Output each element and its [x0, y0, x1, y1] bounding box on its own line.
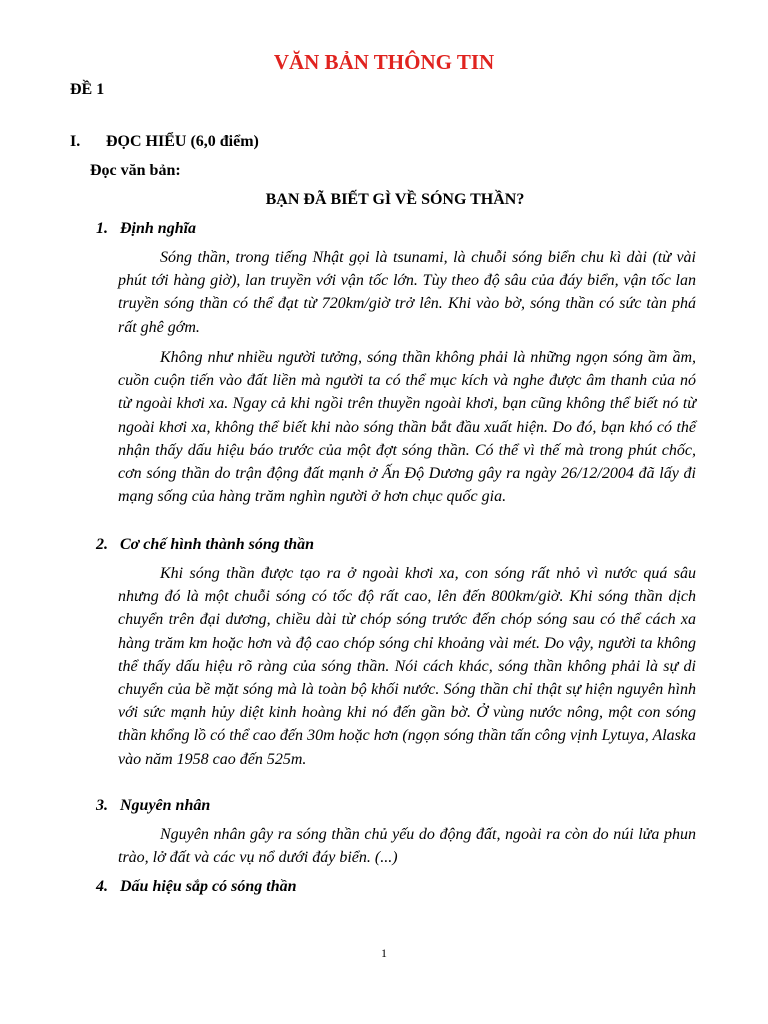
subsection-title: Cơ chế hình thành sóng thần [120, 536, 315, 553]
subsection-title: Dấu hiệu sắp có sóng thần [120, 878, 297, 895]
subsection-title: Nguyên nhân [120, 797, 211, 814]
section-label: ĐỌC HIỂU (6,0 điểm) [106, 133, 259, 150]
subsection-title: Định nghĩa [120, 220, 197, 237]
document-title: VĂN BẢN THÔNG TIN [273, 50, 495, 74]
section-numeral: I. [70, 133, 81, 150]
subsection-number: 4. [96, 878, 108, 895]
subsection-number: 2. [96, 536, 108, 553]
subsection-heading-mechanism [96, 536, 314, 554]
subsection-number: 3. [96, 797, 108, 814]
exam-label: ĐỀ 1 [70, 81, 105, 98]
subsection-heading-definition [96, 220, 196, 238]
subsection-heading-cause [96, 797, 210, 815]
read-label: Đọc văn bản: [90, 162, 181, 179]
paragraph-mechanism-1: Khi sóng thần được tạo ra ở ngoài khơi xa, con sóng rất nhỏ vì nước quá sâu nhưng đó là một chuỗi sóng có tốc độ rất cao, lên đến 800km/giờ. Khi sóng thần dịch chuyển trên đại dương, chiều dài từ chóp sóng trước đến chóp sóng sau có thể cách xa hàng trăm km hoặc hơn và độ cao chóp sóng chỉ khoảng vài mét. Do vậy, người ta không thể thấy dấu hiệu rõ ràng của sóng thần. Nói cách khác, sóng thần không phải là sự di chuyển của bề mặt sóng mà là toàn bộ khối nước. Sóng thần chỉ thật sự hiện nguyên hình với sức mạnh hủy diệt kinh hoàng khi nó đến gần bờ. Ở vùng nước nông, một con sóng thần khổng lồ có thể cao đến 30m hoặc hơn (ngọn sóng thần tấn công vịnh Lytuya, Alaska vào năm 1958 cao đến 525m. [118, 565, 696, 768]
article-title: BẠN ĐÃ BIẾT GÌ VỀ SÓNG THẦN? [265, 191, 525, 208]
paragraph-definition-1: Sóng thần, trong tiếng Nhật gọi là tsunami, là chuỗi sóng biển chu kì dài (từ vài phút tới hàng giờ), lan truyền với vận tốc lớn. Tùy theo độ sâu của đáy biển, vận tốc lan truyền sóng thần có thể đạt từ 720km/giờ trở lên. Khi vào bờ, sóng thần có sức tàn phá rất ghê gớm. [118, 249, 696, 336]
page-number: 1 [381, 946, 387, 960]
paragraph-cause-1: Nguyên nhân gây ra sóng thần chủ yếu do động đất, ngoài ra còn do núi lửa phun trào, lở đất và các vụ nổ dưới đáy biển. (...) [118, 826, 696, 867]
subsection-heading-warning-signs [96, 878, 297, 896]
subsection-number: 1. [96, 220, 108, 237]
paragraph-definition-2: Không như nhiều người tưởng, sóng thần không phải là những ngọn sóng ầm ầm, cuồn cuộn tiến vào đất liền mà người ta có thể mục kích và nghe được âm thanh của nó từ ngoài khơi xa. Ngay cả khi ngồi trên thuyền ngoài khơi, bạn cũng không thể biết nó từ ngoài khơi xa, không thể biết khi nào sóng thần bắt đầu xuất hiện. Do đó, bạn khó có thể nhận thấy dấu hiệu báo trước của một đợt sóng thần. Có thể vì thế mà trong phút chốc, cơn sóng thần do trận động đất mạnh ở Ấn Độ Dương gây ra ngày 26/12/2004 đã lấy đi mạng sống của hàng trăm nghìn người ở hơn chục quốc gia. [118, 349, 696, 506]
section-heading [70, 133, 259, 151]
